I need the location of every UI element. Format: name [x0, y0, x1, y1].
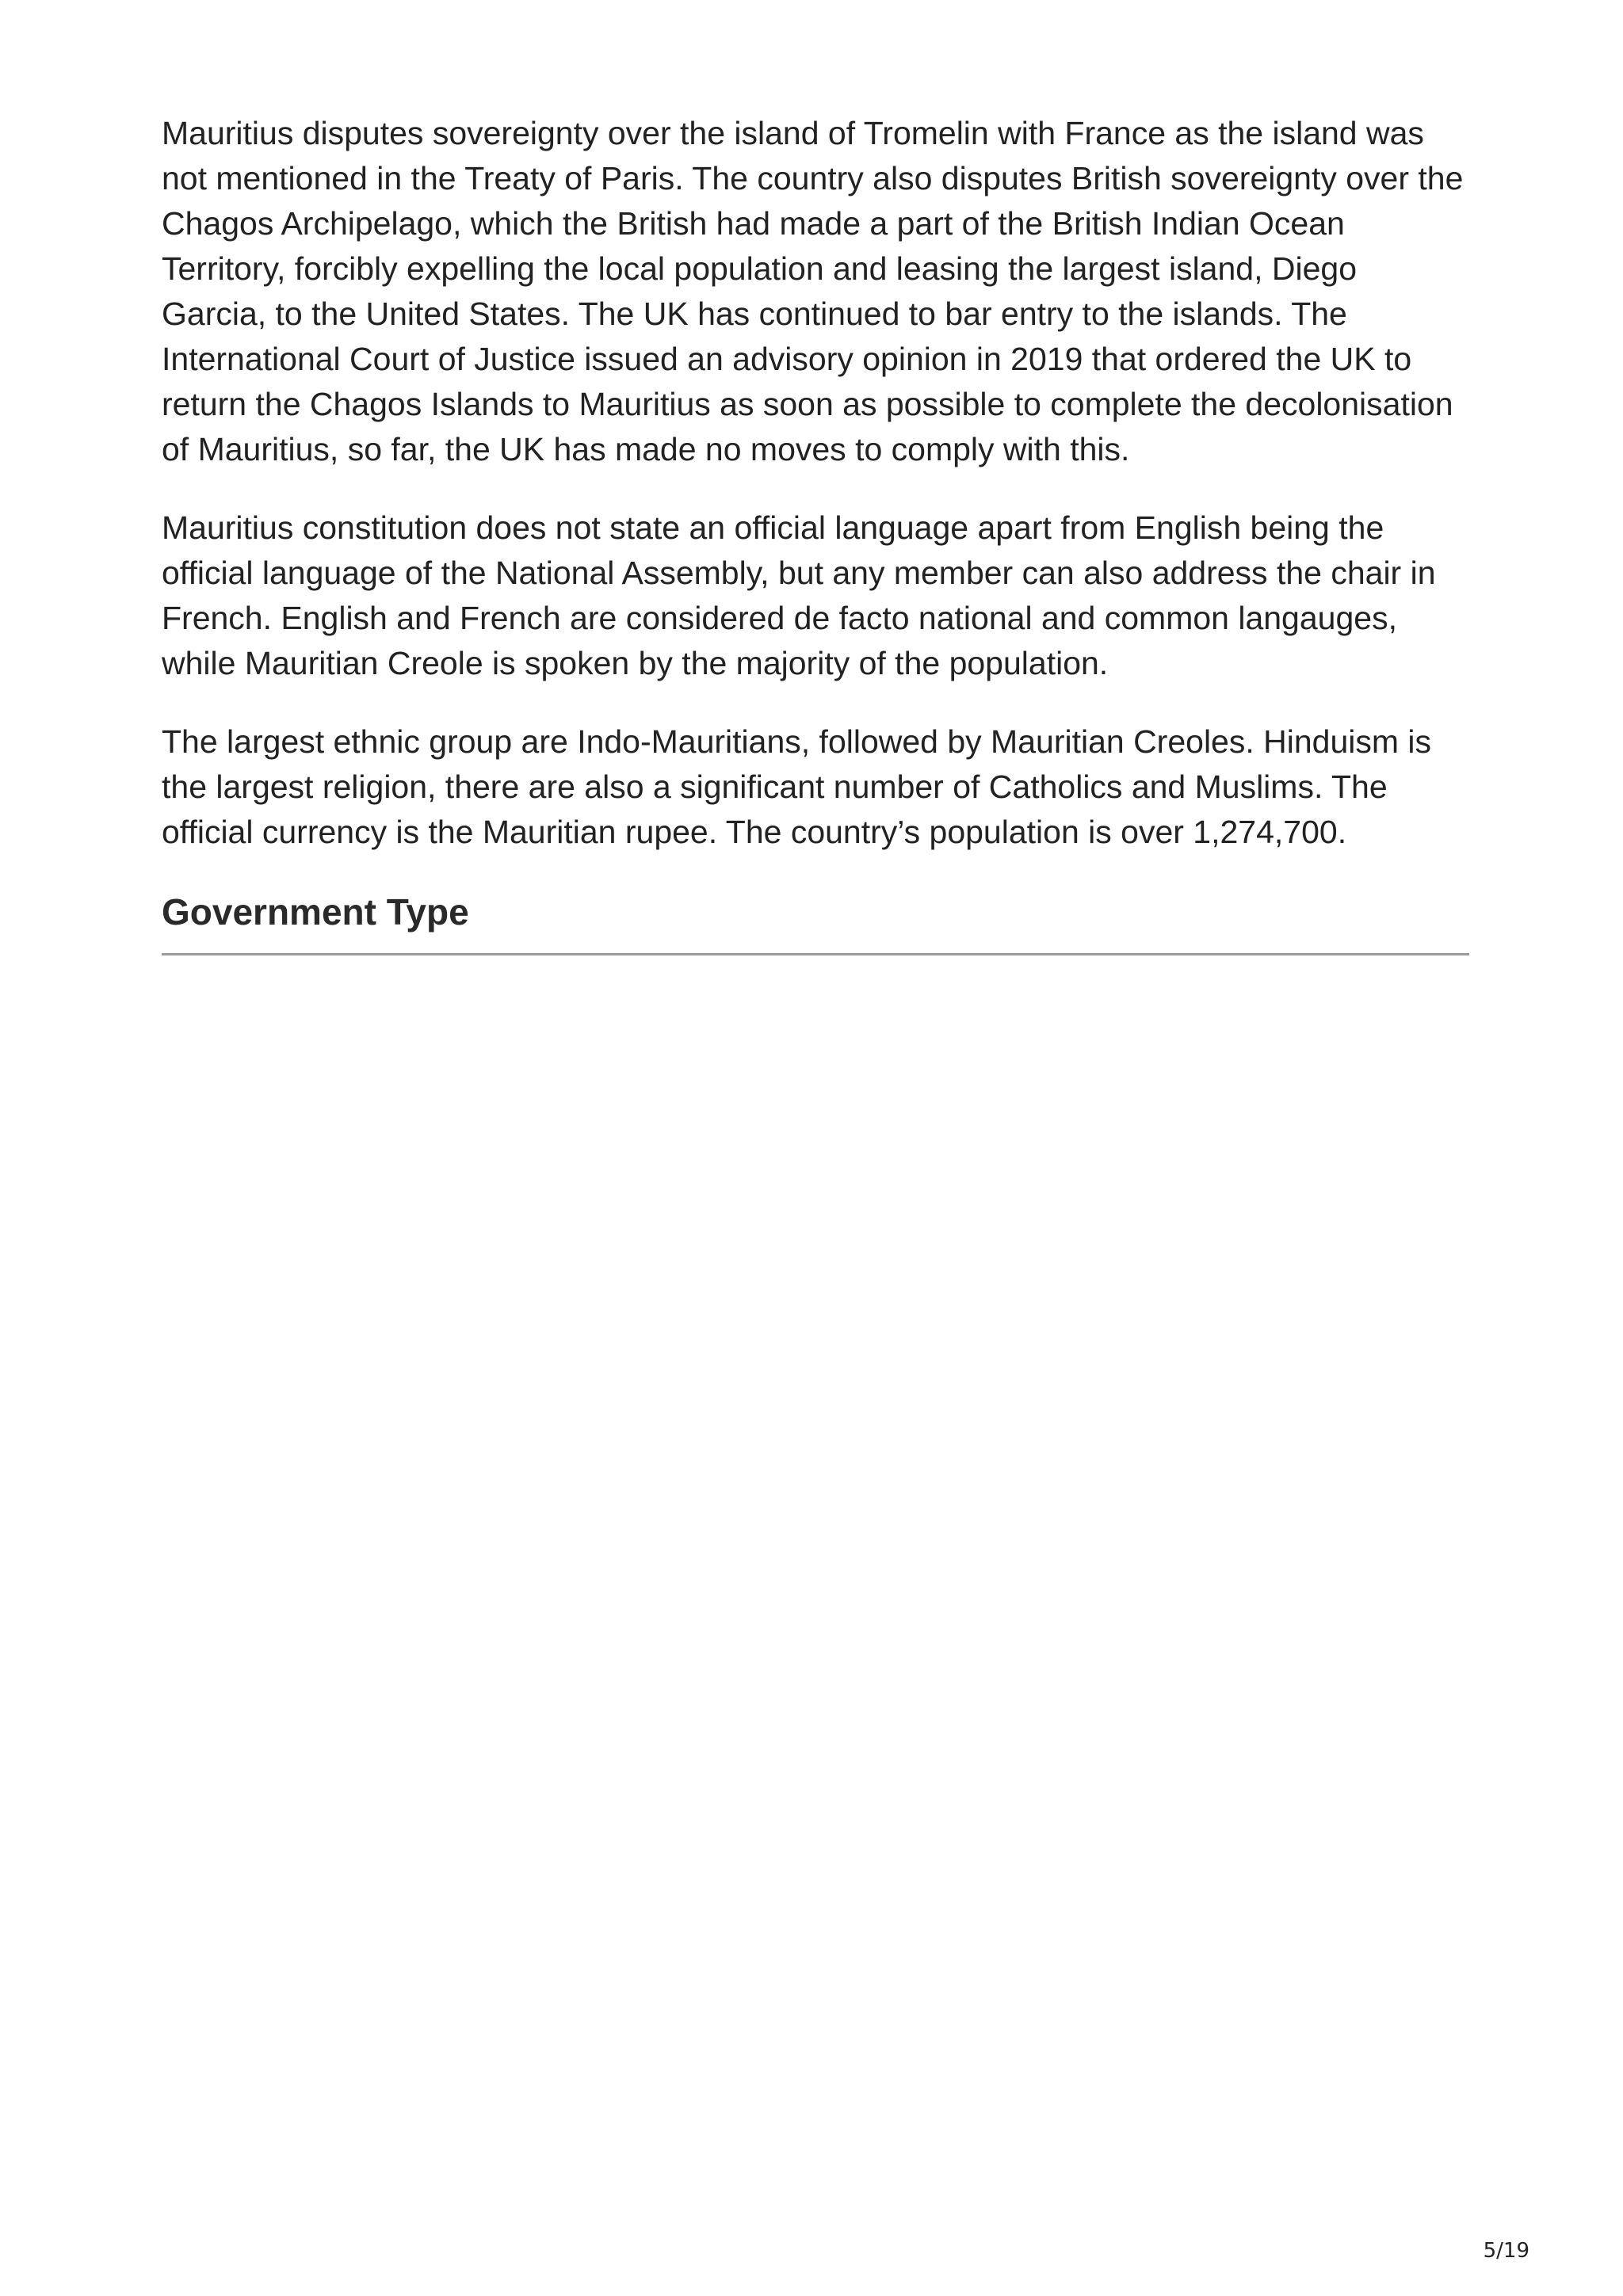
paragraph-ethnicity-religion: The largest ethnic group are Indo-Mauritians, followed by Mauritian Creoles. Hinduism is the largest religion, there are also a significant number of Catholics and Muslims. The official currency is the Mauritian rupee. The country’s population is over 1,274,700. [162, 723, 1432, 850]
article-body [162, 111, 1469, 955]
paragraph-languages: Mauritius constitution does not state an official language apart from English being the official language of the National Assembly, but any member can also address the chair in French. English and French are considered de facto national and common langauges, while Mauritian Creole is spoken by the majority of the population. [162, 509, 1436, 681]
section-heading-government-type: Government Type [162, 888, 1469, 955]
page-number: 5/19 [1483, 2239, 1529, 2263]
paragraph-tromelin-chagos: Mauritius disputes sovereignty over the island of Tromelin with France as the island was not mentioned in the Treaty of Paris. The country also disputes British sovereignty over the Chagos Archipelago, which the British had made a part of the British Indian Ocean Territory, forcibly expelling the local population and leasing the largest island, Diego Garcia, to the United States. The UK has continued to bar entry to the islands. The International Court of Justice issued an advisory opinion in 2019 that ordered the UK to return the Chagos Islands to Mauritius as soon as possible to complete the decolonisation of Mauritius, so far, the UK has made no moves to comply with this. [162, 115, 1464, 467]
